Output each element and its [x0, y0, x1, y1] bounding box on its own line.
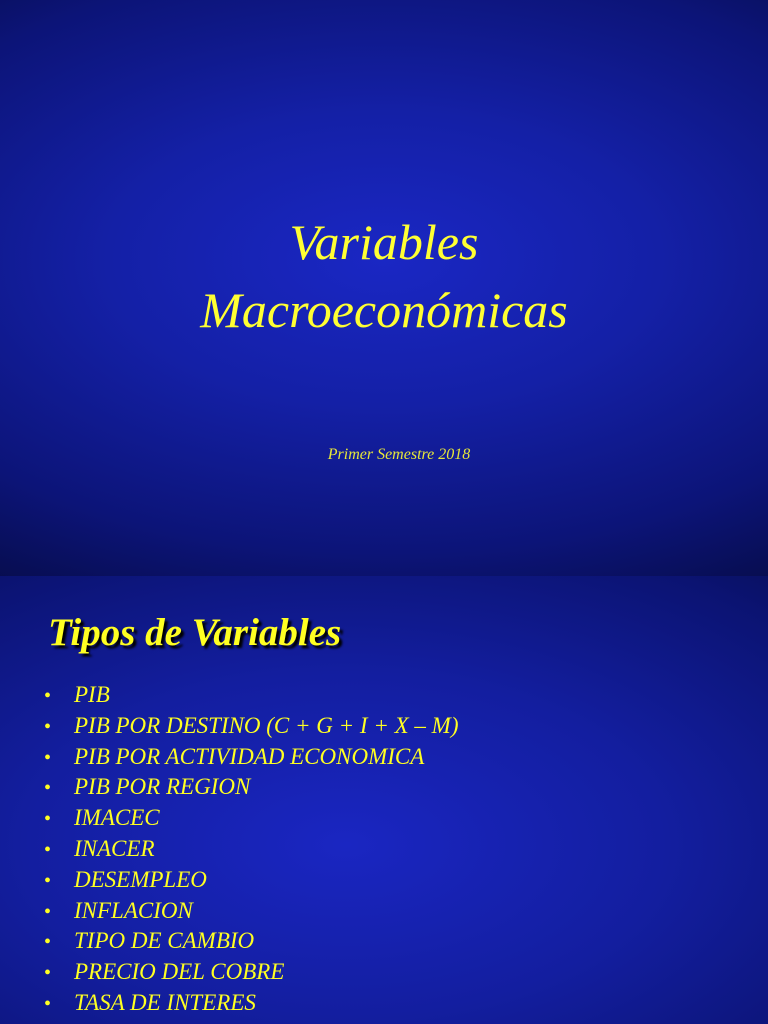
bullet-icon: • — [44, 808, 52, 831]
list-item-label: PIB POR ACTIVIDAD ECONOMICA — [74, 743, 425, 769]
list-item — [44, 834, 458, 865]
bullet-icon: • — [44, 746, 52, 769]
list-item-label: INACER — [74, 835, 155, 861]
variable-types-slide — [0, 576, 768, 1024]
list-item-label: PIB POR REGION — [74, 774, 251, 800]
bullet-icon: • — [44, 838, 52, 861]
list-item-label: DESEMPLEO — [74, 866, 207, 892]
list-item — [44, 742, 458, 773]
list-item-label: PIB POR DESTINO (C + G + I + X – M) — [74, 712, 459, 738]
slide-heading: Tipos de Variables — [48, 611, 342, 654]
presentation-subtitle: Primer Semestre 2018 — [327, 446, 471, 463]
list-item — [44, 926, 458, 957]
list-item-label: IMACEC — [74, 805, 160, 831]
list-item — [44, 988, 458, 1019]
presentation-title — [0, 208, 768, 344]
bullet-icon: • — [44, 992, 52, 1015]
list-item — [44, 772, 458, 803]
bullet-icon: • — [44, 715, 52, 738]
list-item — [44, 711, 458, 742]
list-item — [44, 680, 458, 711]
list-item-label: PIB — [74, 682, 110, 707]
list-item — [44, 865, 458, 896]
list-item — [44, 957, 458, 988]
list-item — [44, 803, 458, 834]
title-line-1: Variables — [289, 214, 479, 270]
list-item — [44, 896, 458, 927]
variable-list — [44, 680, 458, 1019]
bullet-icon: • — [44, 931, 52, 954]
list-item-label: PRECIO DEL COBRE — [74, 959, 285, 985]
title-line-2: Macroeconómicas — [200, 282, 568, 338]
bullet-icon: • — [44, 869, 52, 892]
bullet-icon: • — [44, 685, 52, 707]
list-item-label: INFLACION — [74, 897, 193, 923]
list-item-label: TASA DE INTERES — [74, 989, 256, 1015]
bullet-icon: • — [44, 777, 52, 800]
bullet-icon: • — [44, 900, 52, 923]
bullet-icon: • — [44, 962, 52, 985]
list-item-label: TIPO DE CAMBIO — [74, 928, 255, 954]
